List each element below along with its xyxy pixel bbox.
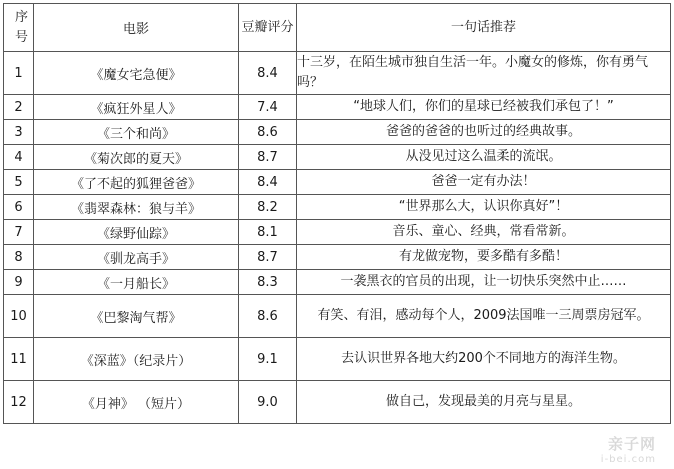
table-row [4, 338, 671, 381]
table-header-row [4, 4, 671, 52]
row-film: 《了不起的狐狸爸爸》 [34, 170, 239, 195]
row-score: 8.6 [239, 295, 297, 338]
table-row [4, 220, 671, 245]
row-recommendation: 爸爸一定有办法！ [297, 170, 671, 195]
row-score: 9.1 [239, 338, 297, 381]
table-row [4, 120, 671, 145]
row-film: 《一月船长》 [34, 270, 239, 295]
table-row [4, 381, 671, 424]
row-number: 6 [4, 195, 34, 220]
row-score: 8.6 [239, 120, 297, 145]
table-row [4, 195, 671, 220]
row-recommendation: 有龙做宠物，要多酷有多酷！ [297, 245, 671, 270]
movie-recommendation-table [3, 3, 671, 424]
row-recommendation: “世界那么大，认识你真好”！ [297, 195, 671, 220]
row-film: 《月神》 （短片） [34, 381, 239, 424]
row-number: 5 [4, 170, 34, 195]
table-row [4, 95, 671, 120]
row-score: 8.1 [239, 220, 297, 245]
row-number: 9 [4, 270, 34, 295]
row-recommendation: 去认识世界各地大约200个不同地方的海洋生物。 [297, 338, 671, 381]
row-film: 《绿野仙踪》 [34, 220, 239, 245]
row-film: 《驯龙高手》 [34, 245, 239, 270]
row-film: 《三个和尚》 [34, 120, 239, 145]
watermark-main-text: 亲子网 [607, 435, 656, 453]
row-number: 8 [4, 245, 34, 270]
row-film: 《翡翠森林：狼与羊》 [34, 195, 239, 220]
row-score: 8.2 [239, 195, 297, 220]
row-score: 8.7 [239, 245, 297, 270]
table-row [4, 52, 671, 95]
header-number: 序号 [4, 4, 34, 52]
row-number: 10 [4, 295, 34, 338]
row-recommendation: 做自己，发现最美的月亮与星星。 [297, 381, 671, 424]
header-douban-score: 豆瓣评分 [239, 4, 297, 52]
table-row [4, 270, 671, 295]
row-film: 《魔女宅急便》 [34, 52, 239, 95]
row-recommendation: 爸爸的爸爸的也听过的经典故事。 [297, 120, 671, 145]
row-number: 1 [4, 52, 34, 95]
row-number: 2 [4, 95, 34, 120]
site-watermark [601, 433, 656, 465]
row-film: 《菊次郎的夏天》 [34, 145, 239, 170]
header-recommendation: 一句话推荐 [297, 4, 671, 52]
row-recommendation: 十三岁，在陌生城市独自生活一年。小魔女的修炼，你有勇气吗？ [297, 52, 671, 95]
row-number: 4 [4, 145, 34, 170]
table-row [4, 145, 671, 170]
row-recommendation: 音乐、童心、经典，常看常新。 [297, 220, 671, 245]
row-score: 7.4 [239, 95, 297, 120]
watermark-url-text: i-bei.com [600, 454, 656, 465]
table-row [4, 295, 671, 338]
header-film: 电影 [34, 4, 239, 52]
row-score: 9.0 [239, 381, 297, 424]
row-recommendation: 有笑、有泪，感动每个人，2009法国唯一三周票房冠军。 [297, 295, 671, 338]
row-film: 《巴黎淘气帮》 [34, 295, 239, 338]
row-recommendation: 从没见过这么温柔的流氓。 [297, 145, 671, 170]
row-number: 7 [4, 220, 34, 245]
table-row [4, 245, 671, 270]
row-number: 12 [4, 381, 34, 424]
row-score: 8.4 [239, 170, 297, 195]
row-number: 3 [4, 120, 34, 145]
row-score: 8.7 [239, 145, 297, 170]
row-film: 《疯狂外星人》 [34, 95, 239, 120]
table-row [4, 170, 671, 195]
row-score: 8.4 [239, 52, 297, 95]
row-recommendation: 一袭黑衣的官员的出现，让一切快乐突然中止…… [297, 270, 671, 295]
row-number: 11 [4, 338, 34, 381]
row-score: 8.3 [239, 270, 297, 295]
row-recommendation: “地球人们，你们的星球已经被我们承包了！” [297, 95, 671, 120]
row-film: 《深蓝》（纪录片） [34, 338, 239, 381]
